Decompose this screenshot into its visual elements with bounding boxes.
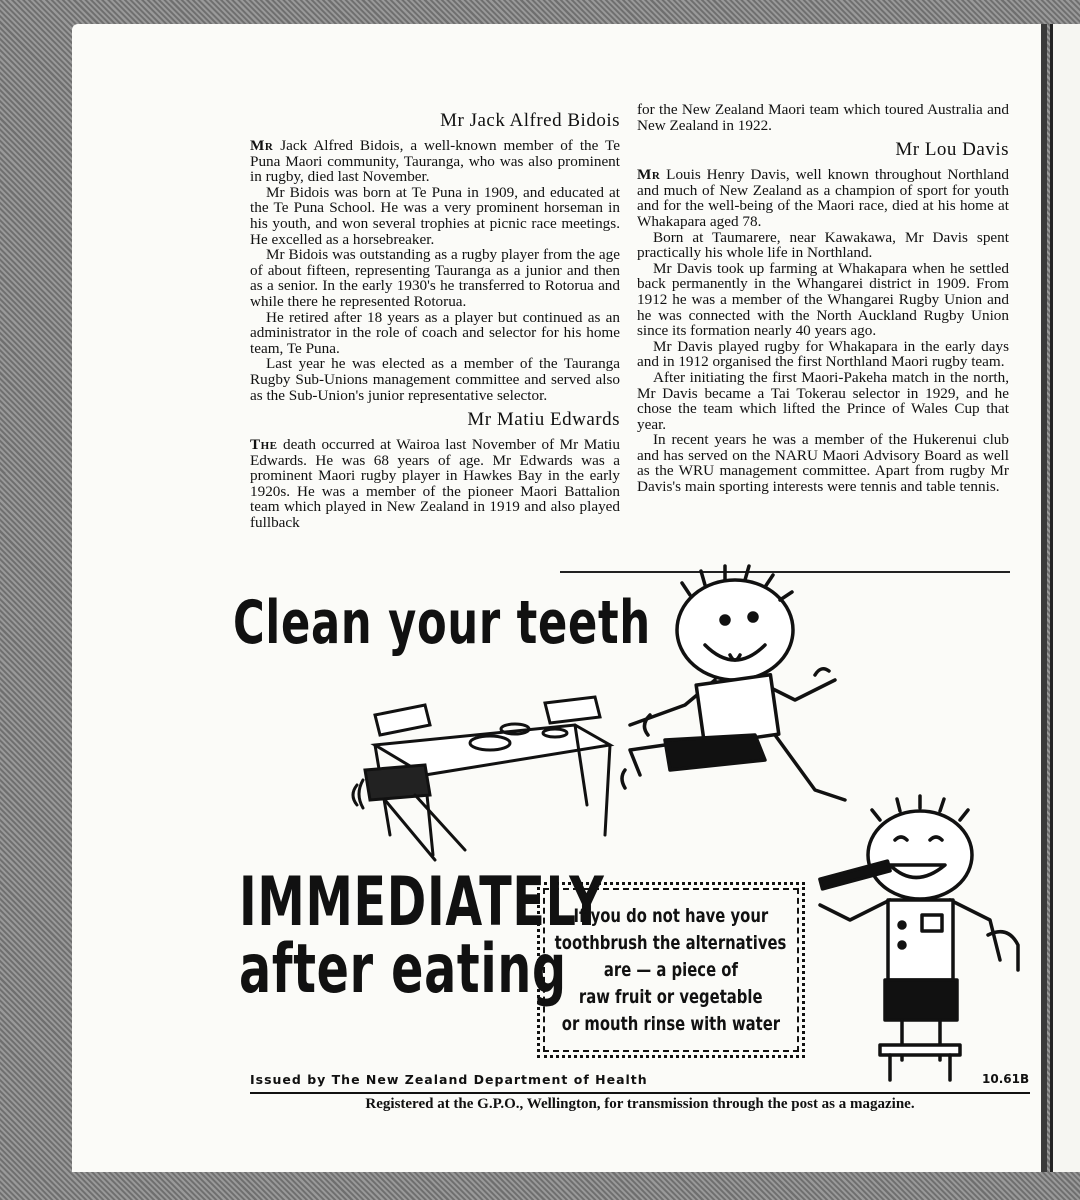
bidois-lead-caps: Mr [250,137,274,154]
tip-line-5: or mouth rinse with water [561,1012,781,1035]
obituary-heading-bidois: Mr Jack Alfred Bidois [440,110,620,131]
bidois-paragraph-5: Last year he was elected as a member of the Tauranga Rugby Sub-Unions management committee and served also as the Sub-Union's junior representative selector. [250,355,620,404]
ad-code: 10.61B [982,1072,1030,1086]
tip-box [537,882,805,1058]
davis-paragraph-2: Born at Taumarere, near Kawakawa, Mr Davis spent practically his whole life in Northland. [637,228,1009,262]
davis-paragraph-3: Mr Davis took up farming at Whakapara when he settled back permanently in the Whangarei district in 1909. From 1912 he was a member of the Whangarei Rugby Union and he was connected with the North Auckland Rugby Union since its formation nearly 40 years ago. [637,259,1009,340]
edwards-continuation: for the New Zealand Maori team which toured Australia and New Zealand in 1922. [637,101,1009,134]
tip-line-3: are — a piece of [603,958,739,981]
bidois-paragraph-1: Mr Jack Alfred Bidois, a well-known member of the Te Puna Maori community, Tauranga, who was also prominent in rugby, died last November. [250,137,620,186]
right-column [637,102,1009,495]
davis-paragraph-6: In recent years he was a member of the Hukerenui club and has served on the NARU Maori Advisory Board as well as the WRU management committee. Apart from rugby Mr Davis's main sporting interests were tennis and table tennis. [637,431,1009,496]
edwards-lead-caps: The [250,436,278,454]
tip-line-1: If you do not have your [573,904,769,927]
footer-divider [250,1092,1030,1094]
davis-paragraph-5: After initiating the first Maori-Pakeha match in the north, Mr Davis became a Tai Tokerau selector in 1929, and he chose the team which lifted the Prince of Wales Cup that year. [637,368,1009,433]
obituary-heading-edwards: Mr Matiu Edwards [467,409,620,431]
tip-line-4: raw fruit or vegetable [579,985,763,1008]
davis-lead-caps: Mr [637,166,661,184]
section-divider [560,571,1010,573]
ad-issuer: Issued by The New Zealand Department of Health [250,1072,648,1087]
registration-notice: Registered at the G.P.O., Wellington, for transmission through the post as a magazine. [365,1096,915,1112]
dental-health-advert [225,580,1030,1090]
adjacent-page-edge [1050,24,1080,1172]
tip-line-2: toothbrush the alternatives [555,931,787,954]
dining-table-illustration [355,685,625,865]
edwards-paragraph-1: The death occurred at Wairoa last November of Mr Matiu Edwards. He was 68 years of age. Mr Edwards was a prominent Maori rugby player in Hawkes Bay in the early 1920s. He was a member of the pioneer Maori Battalion team which played in New Zealand in 1919 and also played fullback [250,436,620,532]
obituary-heading-davis: Mr Lou Davis [895,139,1009,161]
left-column [250,104,620,531]
ad-headline-mid: IMMEDIATELY [239,863,605,942]
bidois-paragraph-3: Mr Bidois was outstanding as a rugby player from the age of about fifteen, representing Tauranga as a junior and then as a senior. In the early 1930's he transferred to Rotorua and while there he represented Rotorua. [250,246,620,310]
davis-paragraph-1: Mr Louis Henry Davis, well known throughout Northland and much of New Zealand as a champion of sport for youth and for the well-being of the Maori race, died at his home at Whakapara aged 78. [637,166,1009,230]
davis-paragraph-4: Mr Davis played rugby for Whakapara in the early days and in 1912 organised the first Northland Maori rugby team. [637,337,1009,371]
ad-headline-top: Clean your teeth [233,588,651,658]
bidois-paragraph-4: He retired after 18 years as a player but continued as an administrator in the role of coach and selector for his home team, Te Puna. [250,308,620,357]
ad-headline-bottom: after eating [239,930,567,1009]
brushing-boy-illustration [810,805,1030,1085]
bidois-paragraph-2: Mr Bidois was born at Te Puna in 1909, and educated at the Te Puna School. He was a very prominent horseman in his youth, and won several trophies at picnic race meetings. He excelled as a horsebreaker. [250,183,620,248]
